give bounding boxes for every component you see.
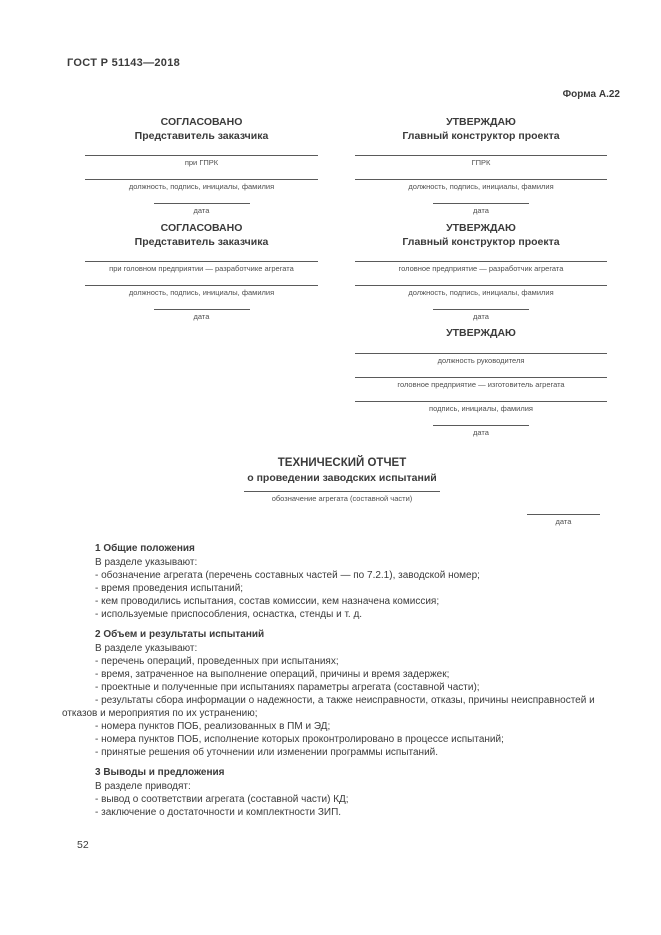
signature-line	[85, 155, 318, 156]
date-line	[527, 514, 600, 515]
date-line	[154, 309, 250, 310]
signature-line	[355, 285, 607, 286]
approval-row-3	[85, 326, 607, 449]
date-caption: дата	[473, 312, 489, 321]
list-item: - перечень операций, проведенных при испытаниях;	[95, 656, 339, 667]
list-item: - номера пунктов ПОБ, реализованных в ПМ и ЭД;	[95, 721, 331, 732]
page-number: 52	[77, 839, 89, 851]
section-3	[62, 766, 615, 819]
date-caption: дата	[193, 206, 210, 215]
signature-line	[355, 179, 607, 180]
section-1	[62, 542, 615, 621]
approval-block-1-left	[85, 115, 318, 227]
list-item: - кем проводились испытания, состав комиссии, кем назначена комиссия;	[95, 596, 440, 607]
list-item: - вывод о соответствии агрегата (составной части) КД;	[95, 794, 349, 805]
date-caption: дата	[555, 517, 572, 526]
form-label: Форма А.22	[562, 89, 620, 100]
signature-line	[355, 155, 607, 156]
date-caption: дата	[473, 206, 489, 215]
signature-line	[355, 261, 607, 262]
designation-line	[244, 491, 440, 492]
report-head	[62, 456, 622, 504]
list-item: - время проведения испытаний;	[95, 583, 244, 594]
report-date	[527, 514, 600, 527]
approval-subtitle: Представитель заказчика	[134, 130, 269, 142]
signature-line	[355, 377, 607, 378]
signature-line	[85, 261, 318, 262]
section-intro: В разделе указывают:	[95, 557, 198, 568]
signature-caption: при головном предприятии — разработчике агрегата	[109, 264, 294, 273]
approval-block-2-right	[355, 221, 607, 333]
signature-caption: при ГПРК	[184, 158, 219, 167]
section-intro: В разделе приводят:	[95, 781, 191, 792]
approval-block-2-left	[85, 221, 318, 333]
approval-block-3-left-empty	[85, 326, 318, 449]
approval-title: УТВЕРЖДАЮ	[446, 327, 516, 339]
list-item: - время, затраченное на выполнение операций, причины и время задержек;	[95, 669, 450, 680]
signature-caption: подпись, инициалы, фамилия	[429, 404, 533, 413]
approval-subtitle: Представитель заказчика	[134, 236, 269, 248]
date-line	[433, 309, 529, 310]
section-intro: В разделе указывают:	[95, 643, 198, 654]
date-line	[154, 203, 250, 204]
approval-block-1-right	[355, 115, 607, 227]
section-heading: 2 Объем и результаты испытаний	[95, 629, 265, 640]
report-title: ТЕХНИЧЕСКИЙ ОТЧЕТ	[277, 457, 407, 469]
date-line	[433, 425, 529, 426]
approval-title: СОГЛАСОВАНО	[160, 116, 243, 128]
signature-caption: головное предприятие — разработчик агрегата	[398, 264, 564, 273]
date-line	[433, 203, 529, 204]
section-heading: 1 Общие положения	[95, 543, 195, 554]
signature-line	[85, 285, 318, 286]
doc-code: ГОСТ Р 51143—2018	[67, 57, 181, 69]
date-caption: дата	[193, 312, 210, 321]
approval-title: УТВЕРЖДАЮ	[446, 116, 516, 128]
date-caption: дата	[473, 428, 489, 437]
section-2	[62, 628, 615, 759]
approval-row-2	[85, 221, 607, 333]
report-body	[62, 542, 615, 826]
signature-caption: должность руководителя	[437, 356, 525, 365]
approval-row-1	[85, 115, 607, 227]
list-item: - результаты сбора информации о надежности, а также неисправности, отказы, причины неисправностей и отказов и мероприятия по их устранению;	[62, 695, 595, 719]
signature-line	[355, 353, 607, 354]
signature-caption: должность, подпись, инициалы, фамилия	[408, 288, 554, 297]
signature-line	[85, 179, 318, 180]
section-heading: 3 Выводы и предложения	[95, 767, 225, 778]
approval-title: СОГЛАСОВАНО	[160, 222, 243, 234]
list-item: - заключение о достаточности и комплектности ЗИП.	[95, 807, 342, 818]
approval-subtitle: Главный конструктор проекта	[402, 236, 560, 248]
list-item: - используемые приспособления, оснастка, стенды и т. д.	[95, 609, 363, 620]
signature-caption: должность, подпись, инициалы, фамилия	[128, 288, 275, 297]
list-item: - обозначение агрегата (перечень составных частей — по 7.2.1), заводской номер;	[95, 570, 480, 581]
signature-caption: должность, подпись, инициалы, фамилия	[128, 182, 275, 191]
report-subtitle: о проведении заводских испытаний	[247, 472, 437, 484]
list-item: - принятые решения об уточнении или изменении программы испытаний.	[95, 747, 439, 758]
approval-block-3-right	[355, 326, 607, 449]
designation-caption: обозначение агрегата (составной части)	[271, 494, 413, 503]
signature-caption: должность, подпись, инициалы, фамилия	[408, 182, 554, 191]
signature-line	[355, 401, 607, 402]
list-item: - номера пунктов ПОБ, исполнение которых проконтролировано в процессе испытаний;	[95, 734, 504, 745]
signature-caption: головное предприятие — изготовитель агрегата	[397, 380, 565, 389]
approval-subtitle: Главный конструктор проекта	[402, 130, 560, 142]
list-item: - проектные и полученные при испытаниях параметры агрегата (составной части);	[95, 682, 480, 693]
approval-title: УТВЕРЖДАЮ	[446, 222, 516, 234]
signature-caption: ГПРК	[471, 158, 491, 167]
